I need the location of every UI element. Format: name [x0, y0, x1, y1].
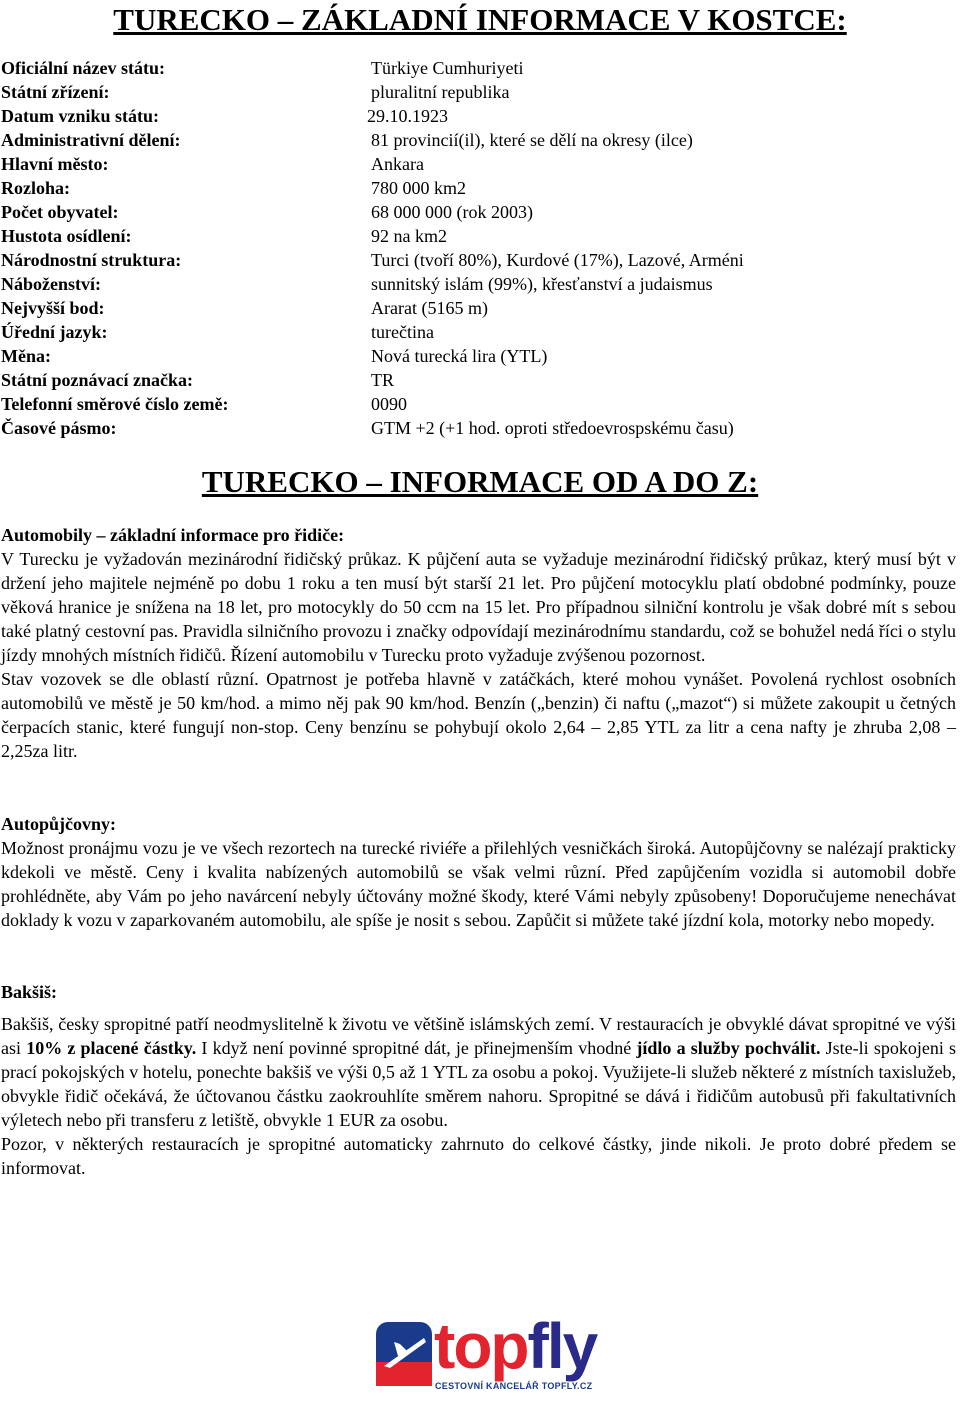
info-value: 0090	[371, 394, 407, 414]
info-value: sunnitský islám (99%), křesťanství a judaismus	[371, 274, 713, 294]
info-label: Národnostní struktura:	[1, 250, 182, 270]
text-run: Bakšiš, česky spropitné patří neodmyslitelně k životu ve většině islámských zemí. V restauracích je obvyklé dávat spropitné ve výši asi	[1, 1014, 956, 1058]
info-row	[1, 56, 959, 80]
info-value: 92 na km2	[371, 226, 447, 246]
basic-info-list	[1, 56, 959, 440]
info-value: Ararat (5165 m)	[371, 298, 488, 318]
info-row	[1, 272, 959, 296]
section-heading: Automobily – základní informace pro řidiče:	[1, 525, 345, 545]
text-run: I když není povinné spropitné dát, je přinejmenším vhodné	[196, 1038, 637, 1058]
spacer	[1, 1004, 956, 1012]
info-value: 780 000 km2	[371, 178, 467, 198]
info-value: 29.10.1923	[367, 106, 448, 126]
info-label: Počet obyvatel:	[1, 202, 119, 222]
info-label: Administrativní dělení:	[1, 130, 181, 150]
info-label: Nejvyšší bod:	[1, 298, 105, 318]
info-row	[1, 416, 959, 440]
info-label: Náboženství:	[1, 274, 101, 294]
info-label: Telefonní směrové číslo země:	[1, 394, 229, 414]
info-label: Státní poznávací značka:	[1, 370, 194, 390]
info-label: Oficiální název státu:	[1, 58, 165, 78]
logo-word-fly: fly	[527, 1310, 597, 1382]
info-label: Úřední jazyk:	[1, 322, 108, 342]
info-row	[1, 80, 959, 104]
info-row	[1, 248, 959, 272]
paragraph: V Turecku je vyžadován mezinárodní řidičský průkaz. K půjčení auta se vyžaduje mezinárodní řidičský průkaz, který musí být v držení jeho majitele nejméně po dobu 1 roku a ten musí být starší 21 let. Pro půjčení motocyklu platí obdobné podmínky, pouze věková hranice je snížena na 18 let, pro motocykly do 50 ccm na 15 let. Pro případnou silniční kontrolu je však dobré mít s sebou také platný cestovní pas. Pravidla silničního provozu i značky odpovídají mezinárodnímu standardu, což se bohužel nedá říci o stylu jízdy mnohých místních řidičů. Řízení automobilu v Turecku proto vyžaduje zvýšenou pozornost.	[1, 549, 956, 665]
info-value: Türkiye Cumhuriyeti	[371, 58, 524, 78]
info-row	[1, 104, 959, 128]
info-value: Ankara	[371, 154, 424, 174]
paragraph	[1, 1012, 956, 1132]
info-label: Měna:	[1, 346, 51, 366]
info-row	[1, 200, 959, 224]
info-label: Státní zřízení:	[1, 82, 110, 102]
section-heading: Autopůjčovny:	[1, 814, 117, 834]
info-value: GTM +2 (+1 hod. oproti středoevrospskému času)	[371, 418, 734, 438]
info-label: Hlavní město:	[1, 154, 109, 174]
section-heading: Bakšiš:	[1, 982, 58, 1002]
info-row	[1, 320, 959, 344]
info-value: 81 provincií(il), které se dělí na okresy (ilce)	[371, 130, 693, 150]
info-row	[1, 392, 959, 416]
info-value: pluralitní republika	[371, 82, 510, 102]
info-label: Rozloha:	[1, 178, 70, 198]
info-value: turečtina	[371, 322, 434, 342]
info-label: Časové pásmo:	[1, 418, 117, 438]
info-row	[1, 368, 959, 392]
info-row	[1, 128, 959, 152]
info-value: 68 000 000 (rok 2003)	[371, 202, 533, 222]
text-run: Jste-li spokojeni s prací pokojských v hotelu, ponechte bakšiš ve výši 0,5 až 1 YTL za osobu a pokoj. Využijete-li služeb některé z místních taxislužeb, obvykle řidič očekává, že účtovanou částku zaokrouhlíte směrem nahoru. Spropitné se dává i řidičům autobusů při fakultativních výletech nebo při transferu z letiště, obvykle 1 EUR za osobu.	[1, 1038, 957, 1130]
info-value: Turci (tvoří 80%), Kurdové (17%), Lazové, Arméni	[371, 250, 744, 270]
paragraph: Možnost pronájmu vozu je ve všech rezortech na turecké riviéře a přilehlých vesničkách široká. Autopůjčovny se nalézají prakticky kdekoli ve městě. Ceny i kvalita nabízených automobilů se však velmi různí. Před zapůjčením vozidla si automobil dobře prohlédněte, aby Vám po jeho navárcení nebyly účtovány možné škody, které Vámi nebyly způsobeny! Doporučujeme nenechávat doklady k vozu v zaparkovaném automobilu, ale spíše je nosit s sebou. Zapůčit si můžete také jízdní kola, motorky nebo mopedy.	[1, 838, 956, 930]
bold-text: 10% z placené částky.	[26, 1038, 197, 1058]
section-car-rental	[1, 812, 956, 932]
info-value: TR	[371, 370, 395, 390]
logo-tagline: CESTOVNÍ KANCELÁŘ TOPFLY.CZ	[435, 1381, 593, 1391]
paragraph: Pozor, v některých restauracích je spropitné automaticky zahrnuto do celkové částky, jinde nikoli. Je proto dobré předem se informovat.	[1, 1134, 956, 1178]
info-row	[1, 152, 959, 176]
info-row	[1, 296, 959, 320]
info-row	[1, 344, 959, 368]
section-automobiles	[1, 523, 956, 763]
paragraph: Stav vozovek se dle oblastí různí. Opatrnost je potřeba hlavně v zatáčkách, které mohou vynášet. Povolená rychlost osobních automobilů ve městě je 50 km/hod. a mimo něj pak 90 km/hod. Benzín („benzin) či naftu („mazot“) si můžete zakoupit u četných čerpacích stanic, které fungují non-stop. Ceny benzínu se pohybují okolo 2,64 – 2,85 YTL za litr a cena nafty je zhruba 2,08 – 2,25za litr.	[1, 669, 956, 761]
section-title: TURECKO – INFORMACE OD A DO Z:	[201, 464, 759, 499]
info-label: Datum vzniku státu:	[1, 106, 160, 126]
page-title: TURECKO – ZÁKLADNÍ INFORMACE V KOSTCE:	[113, 2, 847, 37]
info-label: Hustota osídlení:	[1, 226, 132, 246]
logo-wordmark	[434, 1310, 596, 1382]
section-tipping	[1, 980, 956, 1180]
info-row	[1, 224, 959, 248]
bold-text: jídlo a služby pochválit.	[636, 1038, 821, 1058]
info-row	[1, 176, 959, 200]
logo-word-top: top	[434, 1310, 528, 1382]
airplane-icon	[376, 1322, 432, 1386]
info-value: Nová turecká lira (YTL)	[371, 346, 548, 366]
